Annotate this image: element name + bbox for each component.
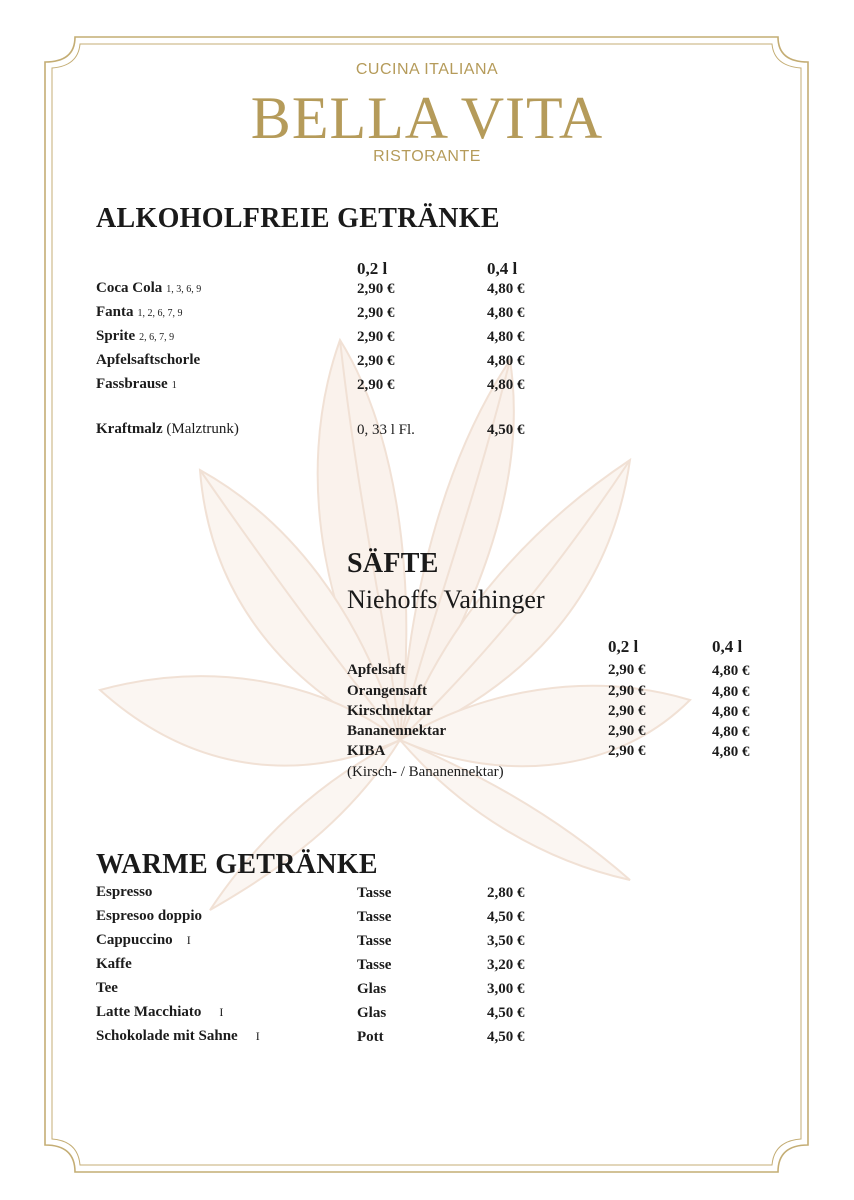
price: 3,20 € bbox=[487, 957, 525, 973]
additive-codes: I bbox=[186, 933, 191, 947]
item-name: Cappuccino bbox=[96, 932, 173, 948]
additive-codes: 2, 6, 7, 9 bbox=[139, 332, 175, 343]
section-heading-saefte: SÄFTE bbox=[347, 548, 439, 579]
price-large: 4,80 € bbox=[712, 684, 750, 700]
price: 4,50 € bbox=[487, 909, 525, 925]
serving-unit: Tasse bbox=[357, 885, 392, 901]
price-large: 4,80 € bbox=[712, 663, 750, 679]
price-small: 2,90 € bbox=[608, 662, 646, 678]
section-heading-warm: WARME GETRÄNKE bbox=[96, 849, 378, 880]
item-name: Schokolade mit Sahne bbox=[96, 1028, 238, 1044]
price: 4,50 € bbox=[487, 422, 525, 438]
price-small: 2,90 € bbox=[357, 353, 395, 369]
price-large: 4,80 € bbox=[712, 724, 750, 740]
item-name: Bananennektar bbox=[347, 723, 447, 739]
additive-codes: 1, 2, 6, 7, 9 bbox=[137, 308, 183, 319]
price-large: 4,80 € bbox=[487, 281, 525, 297]
item-name: Kraftmalz bbox=[96, 421, 163, 437]
price-large: 4,80 € bbox=[487, 377, 525, 393]
item-name: Kirschnektar bbox=[347, 703, 433, 719]
price-large: 4,80 € bbox=[487, 305, 525, 321]
additive-codes: 1, 3, 6, 9 bbox=[166, 284, 202, 295]
additive-codes: I bbox=[219, 1005, 224, 1019]
additive-codes: 1 bbox=[171, 380, 177, 391]
item-name: KIBA bbox=[347, 743, 386, 759]
price-small: 2,90 € bbox=[357, 281, 395, 297]
item-name: Coca Cola bbox=[96, 280, 163, 296]
price-small: 2,90 € bbox=[608, 743, 646, 759]
additive-codes: I bbox=[255, 1029, 260, 1043]
brand-tagline-top: CUCINA ITALIANA bbox=[355, 61, 499, 78]
section-subheading-saefte: Niehoffs Vaihinger bbox=[347, 585, 545, 614]
price-small: 2,90 € bbox=[608, 723, 646, 739]
price-small: 2,90 € bbox=[608, 683, 646, 699]
price-small: 2,90 € bbox=[608, 703, 646, 719]
brand-tagline-bottom: RISTORANTE bbox=[373, 148, 481, 165]
price-small: 2,90 € bbox=[357, 329, 395, 345]
serving-unit: Glas bbox=[357, 981, 387, 997]
section-heading-alkoholfrei: ALKOHOLFREIE GETRÄNKE bbox=[96, 203, 500, 234]
column-header-small: 0,2 l bbox=[357, 259, 388, 278]
bottle-size: 0, 33 l Fl. bbox=[357, 422, 415, 438]
price-large: 4,80 € bbox=[712, 744, 750, 760]
brand-name: BELLA VITA bbox=[250, 85, 604, 151]
item-name: Espresoo doppio bbox=[96, 908, 203, 924]
price-small: 2,90 € bbox=[357, 305, 395, 321]
item-name: Kaffe bbox=[96, 956, 132, 972]
serving-unit: Tasse bbox=[357, 933, 392, 949]
serving-unit: Glas bbox=[357, 1005, 387, 1021]
column-header-small: 0,2 l bbox=[608, 637, 639, 656]
price: 4,50 € bbox=[487, 1005, 525, 1021]
item-name: Fassbrause bbox=[96, 376, 168, 392]
item-name: Sprite bbox=[96, 328, 136, 344]
column-header-large: 0,4 l bbox=[712, 637, 743, 656]
price: 3,50 € bbox=[487, 933, 525, 949]
price-large: 4,80 € bbox=[712, 704, 750, 720]
serving-unit: Tasse bbox=[357, 957, 392, 973]
price: 2,80 € bbox=[487, 885, 525, 901]
item-note: (Malztrunk) bbox=[166, 421, 239, 437]
item-name: Latte Macchiato bbox=[96, 1004, 202, 1020]
item-name: Apfelsaft bbox=[347, 662, 406, 678]
price: 3,00 € bbox=[487, 981, 525, 997]
price-large: 4,80 € bbox=[487, 329, 525, 345]
serving-unit: Pott bbox=[357, 1029, 384, 1045]
price-large: 4,80 € bbox=[487, 353, 525, 369]
item-note: (Kirsch- / Bananennektar) bbox=[347, 764, 504, 780]
price: 4,50 € bbox=[487, 1029, 525, 1045]
item-name: Orangensaft bbox=[347, 683, 427, 699]
item-name: Fanta bbox=[96, 304, 134, 320]
item-name: Tee bbox=[96, 980, 118, 996]
price-small: 2,90 € bbox=[357, 377, 395, 393]
serving-unit: Tasse bbox=[357, 909, 392, 925]
item-name: Espresso bbox=[96, 884, 153, 900]
column-header-large: 0,4 l bbox=[487, 259, 518, 278]
item-name: Apfelsaftschorle bbox=[96, 352, 201, 368]
